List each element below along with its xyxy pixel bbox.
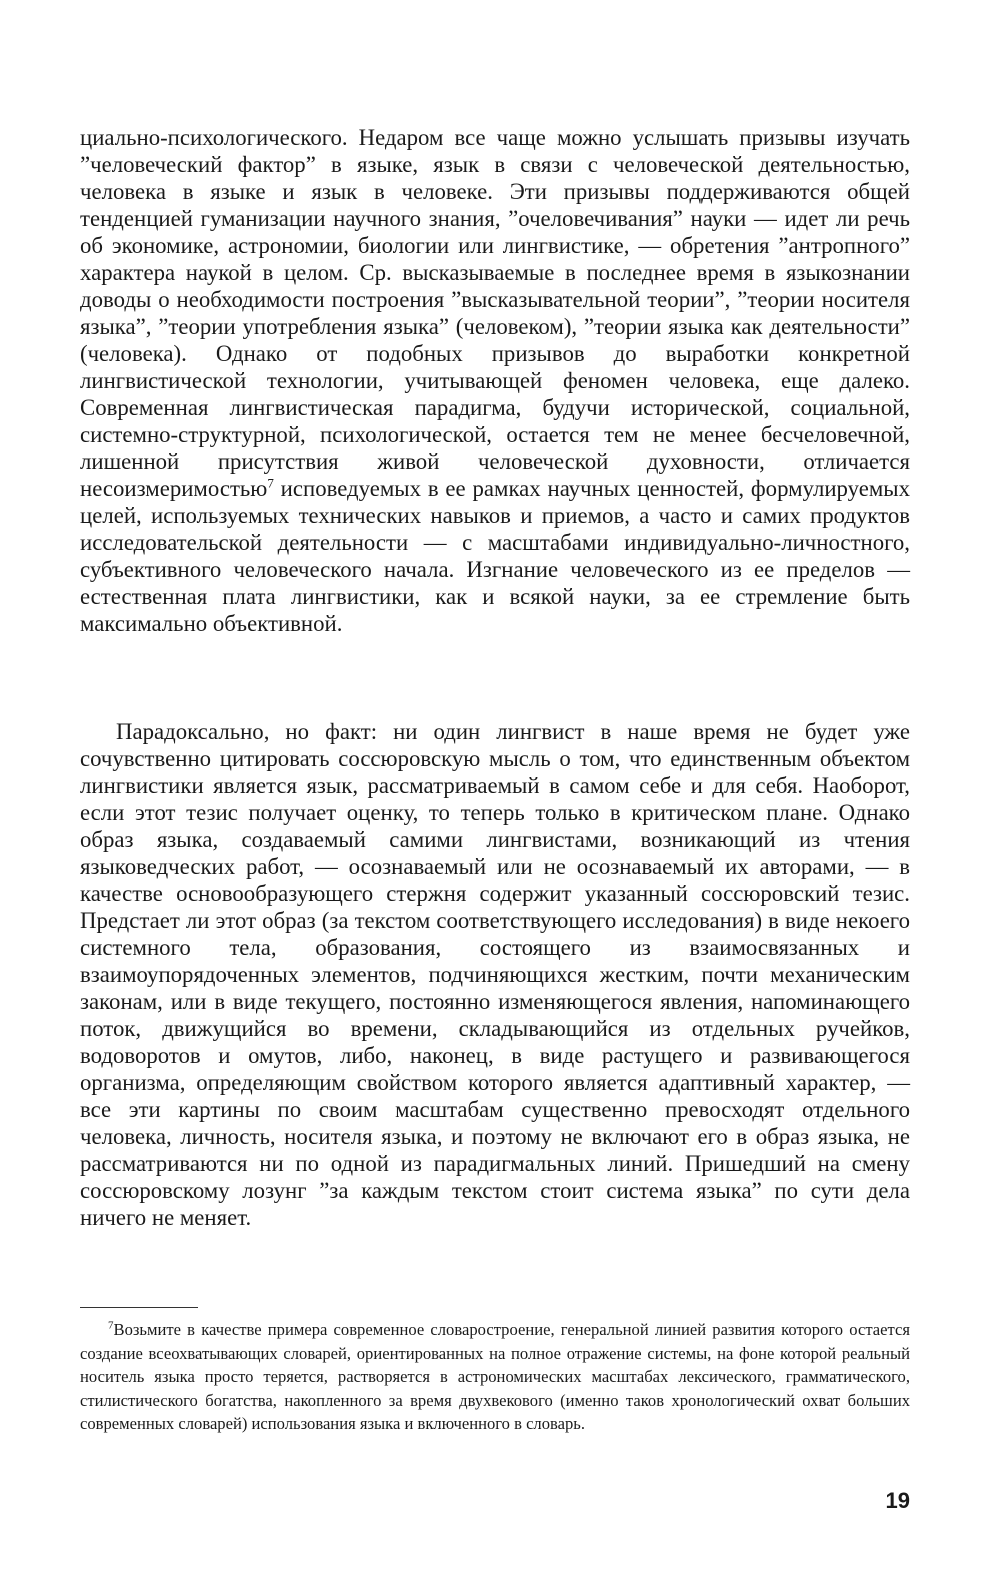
paragraph-1-text xyxy=(80,124,910,637)
footnote-separator xyxy=(80,1307,198,1308)
footnote-mark: 7 xyxy=(108,1319,114,1332)
paragraph-2-text: Парадоксально, но факт: ни один лингвист в наше время не будет уже сочувственно цитировать соссюровскую мысль о том, что единственным объектом лингвистики является язык, рассматриваемый в самом себе и для себя. Наоборот, если этот тезис получает оценку, то теперь только в критическом плане. Однако образ языка, создаваемый самими лингвистами, возникающий из чтения языковедческих работ, — осознаваемый или не осознаваемый их авторами, — в качестве основообразующего стержня содержит указанный соссюровский тезис. Предстает ли этот образ (за текстом соответствующего исследования) в виде некоего системного тела, образования, состоящего из взаимосвязанных и взаимоупорядоченных элементов, подчиняющихся жестким, почти механическим законам, или в виде текущего, постоянно изменяющегося явления, напоминающего поток, движущийся во времени, складывающийся из отдельных ручейков, водоворотов и омутов, либо, наконец, в виде растущего и развивающегося организма, определяющим свойством которого является адаптивный характер, — все эти картины по своим масштабам существенно превосходят отдельного человека, личность, носителя языка, и поэтому не включают его в образ языка, не рассматриваются ни по одной из парадигмальных линий. Пришедший на смену соссюровскому лозунг ”за каждым текстом стоит система языка” по сути дела ничего не меняет. xyxy=(80,719,910,1230)
footnote-reference: 7 xyxy=(267,475,274,491)
paragraph-1 xyxy=(80,124,910,637)
paragraph-1-before-note: циально-психологического. Недаром все чаще можно услышать призывы изучать ”человеческий фактор” в языке, язык в связи с человеческой деятельностью, человека в языке и язык в человеке. Эти призывы поддерживаются общей тенденцией гуманизации научного знания, ”очеловечивания” науки — идет ли речь об экономике, астрономии, биологии или лингвистике, — обретения ”антропного” характера наукой в целом. Ср. высказываемые в последнее время в языкознании доводы о необходимости построения ”высказывательной теории”, ”теории носителя языка”, ”теории употребления языка” (человеком), ”теории языка как деятельности” (человека). Однако от подобных призывов до выработки конкретной лингвистической технологии, учитывающей феномен человека, еще далеко. Современная лингвистическая парадигма, будучи исторической, социальной, системно-структурной, психологической, остается тем не менее бесчеловечной, лишенной присутствия живой человеческой духовности, отличается несоизмеримостью xyxy=(80,125,910,501)
paragraph-1-after-note: исповедуемых в ее рамках научных ценностей, формулируемых целей, используемых технических навыков и приемов, а часто и самих продуктов исследовательской деятельности — с масштабами индивидуально-личностного, субъективного человеческого начала. Изгнание человеческого из ее пределов — естественная плата лингвистики, как и всякой науки, за ее стремление быть максимально объективной. xyxy=(80,476,910,636)
footnote xyxy=(80,1318,910,1436)
footnote-text: Возьмите в качестве примера современное словаростроение, генеральной линией развития которого остается создание всеохватывающих словарей, ориентированных на полное отражение системы, на фоне которой реальный носитель языка просто теряется, растворяется в астрономических масштабах лексического, грамматического, стилистического богатства, накопленного за время двухвекового (именно таков хронологический охват больших современных словарей) использования языка и включенного в словарь. xyxy=(80,1320,910,1433)
page-number: 19 xyxy=(885,1488,910,1513)
paragraph-2 xyxy=(80,718,910,1231)
